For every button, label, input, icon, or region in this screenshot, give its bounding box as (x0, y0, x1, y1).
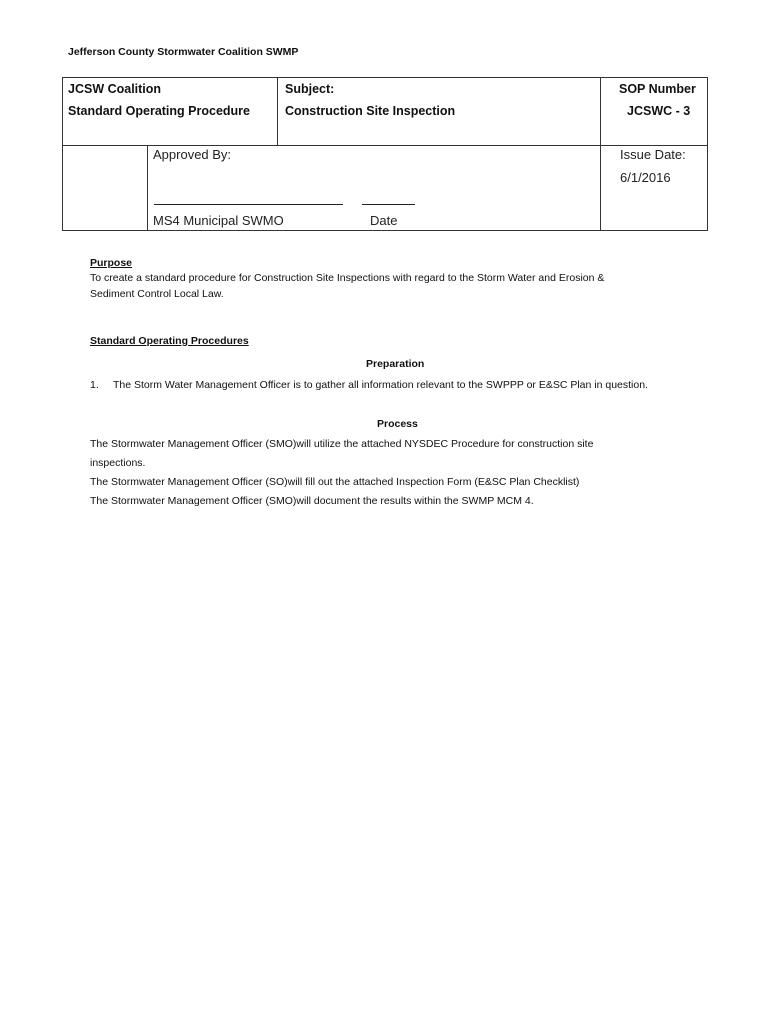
table-column-divider (147, 145, 148, 230)
subject-label: Subject: (285, 82, 335, 96)
preparation-heading: Preparation (366, 358, 425, 370)
sop-heading: Standard Operating Procedures (90, 335, 249, 347)
list-item-number: 1. (90, 379, 99, 391)
table-column-divider (600, 78, 601, 230)
purpose-line: Sediment Control Local Law. (90, 288, 224, 300)
date-label: Date (370, 213, 398, 228)
signature-line (154, 204, 343, 205)
signatory-title: MS4 Municipal SWMO (153, 213, 284, 228)
subject-value: Construction Site Inspection (285, 104, 456, 118)
issue-date-label: Issue Date: (620, 147, 686, 162)
sop-number-value: JCSWC - 3 (627, 104, 691, 118)
process-line: inspections. (90, 457, 146, 469)
purpose-line: To create a standard procedure for Construction Site Inspections with regard to the Storm Water and Erosion & (90, 272, 605, 284)
document-type: Standard Operating Procedure (68, 104, 250, 118)
purpose-heading: Purpose (90, 257, 133, 269)
organization-name: JCSW Coalition (68, 82, 162, 96)
process-heading: Process (377, 418, 418, 430)
sop-info-table (62, 77, 708, 231)
process-line: The Stormwater Management Officer (SO)will fill out the attached Inspection Form (E&SC Plan Checklist) (90, 476, 580, 488)
approved-by-label: Approved By: (153, 147, 232, 162)
process-line: The Stormwater Management Officer (SMO)will document the results within the SWMP MCM 4. (90, 495, 534, 507)
list-item: The Storm Water Management Officer is to gather all information relevant to the SWPPP or E&SC Plan in question. (113, 379, 648, 391)
issue-date-value: 6/1/2016 (620, 170, 671, 185)
table-column-divider (277, 78, 278, 145)
sop-number-label: SOP Number (619, 82, 696, 96)
process-line: The Stormwater Management Officer (SMO)will utilize the attached NYSDEC Procedure for construction site (90, 438, 594, 450)
document-header: Jefferson County Stormwater Coalition SWMP (68, 46, 299, 58)
date-line (362, 204, 415, 205)
